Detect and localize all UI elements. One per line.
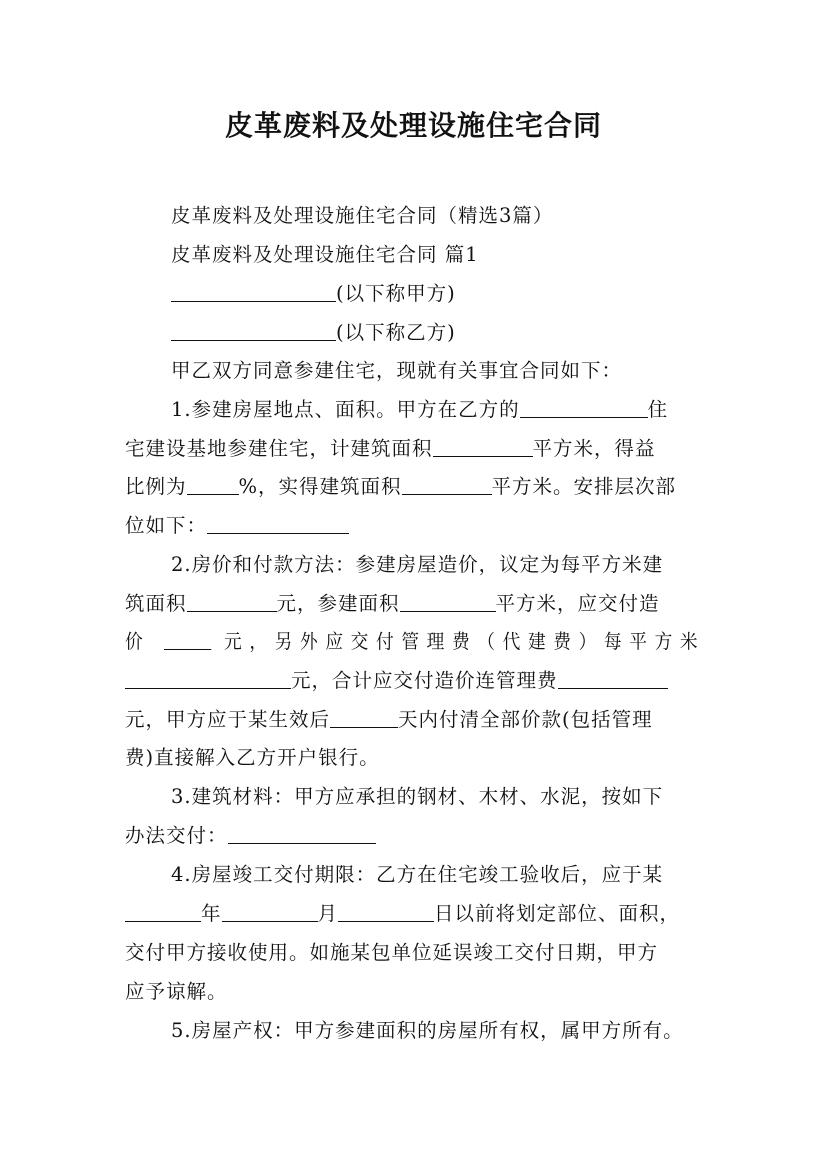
- agree-line: 甲乙双方同意参建住宅，现就有关事宜合同如下：: [171, 359, 623, 382]
- clause4-line3: 交付甲方接收使用。如施某包单位延误竣工交付日期，甲方: [125, 941, 659, 964]
- blank-field: [222, 903, 318, 922]
- blank-field: [164, 631, 211, 650]
- document-title: 皮革废料及处理设施住宅合同: [224, 109, 602, 142]
- clause5-line1: 5.房屋产权：甲方参建面积的房屋所有权，属甲方所有。: [171, 1019, 684, 1042]
- text: 办法交付：: [125, 824, 228, 847]
- clause2-line2: [125, 588, 660, 616]
- text: 日以前将划定部位、面积，: [434, 902, 681, 925]
- blank-field: [125, 903, 201, 922]
- text: 元，甲方应于某生效后: [125, 708, 331, 731]
- clause3-line1: 3.建筑材料：甲方应承担的钢材、木材、水泥，按如下: [171, 785, 664, 808]
- party-b-line: [171, 317, 456, 345]
- text: 元，另外应交付管理费（代建费）每平方米: [224, 630, 706, 653]
- text: 比例为: [125, 475, 187, 498]
- clause4-line2: [125, 898, 680, 926]
- text: 价: [125, 630, 151, 653]
- blank-field: [400, 593, 496, 612]
- text: 宅建设基地参建住宅，计建筑面积: [125, 437, 433, 460]
- blank-field: [171, 322, 336, 341]
- blank-field: [402, 476, 492, 495]
- clause1-line2: [125, 433, 656, 461]
- blank-field: [433, 438, 533, 457]
- party-a-line: [171, 278, 456, 306]
- text: 平方米，应交付造: [495, 592, 660, 615]
- party-a-label: (以下称甲方): [336, 282, 456, 305]
- blank-field: [228, 825, 376, 844]
- blank-field: [187, 593, 277, 612]
- text: %，实得建筑面积: [238, 475, 402, 498]
- clause1-line3: [125, 471, 676, 499]
- blank-field: [125, 670, 291, 689]
- clause4-line1: 4.房屋竣工交付期限：乙方在住宅竣工验收后，应于某: [171, 863, 664, 886]
- blank-field: [171, 283, 336, 302]
- text: 1.参建房屋地点、面积。甲方在乙方的: [171, 398, 520, 421]
- text: 位如下：: [125, 514, 208, 537]
- text: 平方米。安排层次部: [491, 475, 677, 498]
- clause4-line4: 应予谅解。: [125, 980, 228, 1003]
- text: 元，合计应交付造价连管理费: [291, 669, 558, 692]
- clause1-line4: [125, 510, 349, 538]
- intro-part: 皮革废料及处理设施住宅合同 篇1: [171, 243, 479, 266]
- blank-field: [187, 476, 239, 495]
- clause2-line3: [125, 626, 705, 654]
- text: 元，参建面积: [276, 592, 400, 615]
- intro-heading: 皮革废料及处理设施住宅合同（精选3篇）: [171, 204, 554, 227]
- party-b-label: (以下称乙方): [336, 321, 456, 344]
- blank-field: [338, 903, 434, 922]
- blank-field: [520, 399, 648, 418]
- clause2-line6: 费)直接解入乙方开户银行。: [125, 746, 380, 769]
- text: 月: [317, 902, 339, 925]
- text: 住: [647, 398, 669, 421]
- text: 平方米，得益: [532, 437, 656, 460]
- text: 年: [201, 902, 222, 925]
- text: 筑面积: [125, 592, 187, 615]
- blank-field: [207, 515, 349, 534]
- clause2-line1: 2.房价和付款方法：参建房屋造价，议定为每平方米建: [171, 553, 664, 576]
- clause2-line4: [125, 665, 668, 693]
- clause3-line2: [125, 820, 376, 848]
- blank-field: [330, 709, 398, 728]
- clause1-line1: [171, 394, 668, 422]
- text: 天内付清全部价款(包括管理: [398, 708, 653, 731]
- clause2-line5: [125, 704, 653, 732]
- blank-field: [558, 670, 668, 689]
